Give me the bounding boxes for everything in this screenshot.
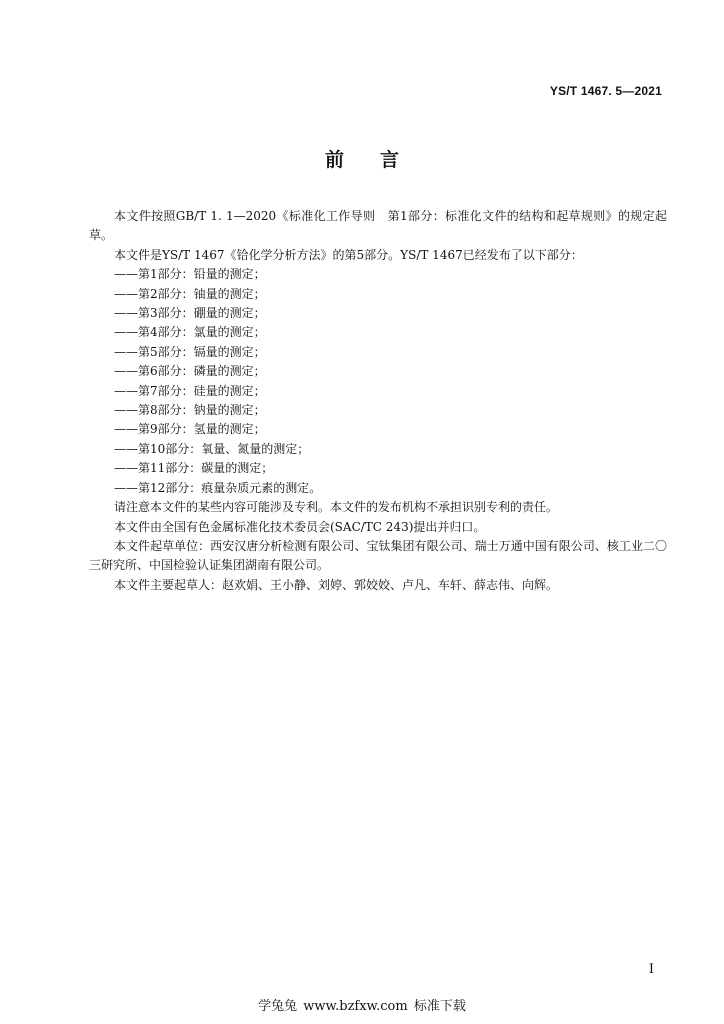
standard-code: YS/T 1467. 5—2021 bbox=[549, 84, 662, 98]
title-char-1: 前 bbox=[324, 149, 344, 171]
list-item: ——第12部分：痕量杂质元素的测定。 bbox=[114, 480, 322, 495]
list-item: ——第8部分：钠量的测定； bbox=[114, 403, 266, 418]
list-item: ——第6部分：磷量的测定； bbox=[114, 364, 266, 379]
drafters-paragraph: 本文件主要起草人：赵欢娟、王小静、刘婷、郭姣姣、卢凡、车轩、薛志伟、向辉。 bbox=[114, 577, 559, 592]
series-paragraph: 本文件是YS/T 1467《铪化学分析方法》的第5部分。YS/T 1467已经发布了以下部分： bbox=[114, 247, 583, 262]
list-item: ——第2部分：铀量的测定； bbox=[114, 286, 266, 301]
list-item: ——第9部分：氢量的测定； bbox=[114, 422, 266, 437]
list-item: ——第3部分：硼量的测定； bbox=[114, 306, 266, 321]
committee-paragraph: 本文件由全国有色金属标准化技术委员会(SAC/TC 243)提出并归口。 bbox=[114, 519, 486, 534]
intro-paragraph: 本文件按照GB/T 1. 1—2020《标准化工作导则 第1部分：标准化文件的结构和起草规则》的规定起草。 bbox=[89, 209, 667, 243]
title-char-2: 言 bbox=[380, 149, 400, 171]
footer-watermark: 学兔兔 www.bzfxw.com 标准下载 bbox=[258, 999, 466, 1014]
drafting-units-paragraph: 本文件起草单位：西安汉唐分析检测有限公司、宝钛集团有限公司、瑞士万通中国有限公司、核工业二〇三研究所、中国检验认证集团湖南有限公司。 bbox=[89, 538, 667, 573]
list-item: ——第11部分：碳量的测定； bbox=[114, 461, 274, 476]
parts-list bbox=[89, 265, 667, 498]
patent-paragraph: 请注意本文件的某些内容可能涉及专利。本文件的发布机构不承担识别专利的责任。 bbox=[114, 500, 559, 515]
list-item: ——第5部分：镉量的测定； bbox=[114, 344, 266, 359]
list-item: ——第1部分：铅量的测定； bbox=[114, 267, 266, 282]
list-item: ——第7部分：硅量的测定； bbox=[114, 383, 266, 398]
page-title bbox=[0, 145, 724, 172]
list-item: ——第4部分：氯量的测定； bbox=[114, 325, 266, 340]
list-item: ——第10部分：氧量、氮量的测定； bbox=[114, 441, 310, 456]
page-number: I bbox=[648, 962, 654, 977]
foreword-body bbox=[89, 207, 667, 595]
